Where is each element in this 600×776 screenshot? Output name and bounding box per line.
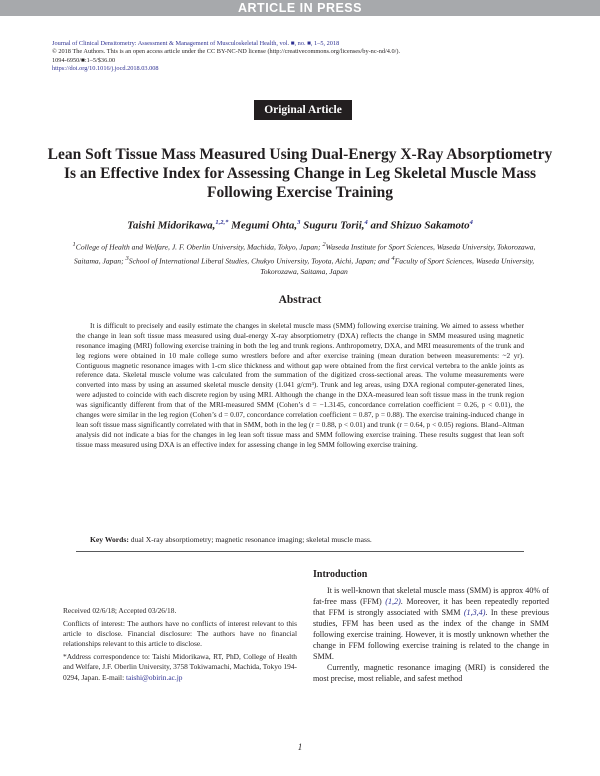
intro-paragraph: It is well-known that skeletal muscle mass (SMM) is approx 40% of fat-free mass (FFM) (1,2). Moreover, it has been repeatedly reported that FFM is strongly associated with SMM (1,3,4). In these previous studies, FFM has been used as the index of the change in SMM following exercise training. However, it is mostly unknown whether the change in FFM following exercise training is related to the change in SMM. — [313, 586, 549, 662]
article-title: Lean Soft Tissue Mass Measured Using Dual-Energy X-Ray Absorptiometry Is an Effective Index for Assessing Change in Leg Skeletal Muscle Mass Following Exercise Training — [47, 146, 553, 201]
author-affil-sup[interactable]: 3 — [297, 219, 301, 226]
reference-link[interactable]: (1,3,4) — [463, 608, 486, 618]
journal-info — [52, 40, 552, 74]
keywords — [90, 535, 530, 545]
introduction-text — [313, 585, 549, 684]
article-in-press-banner: ARTICLE IN PRESS — [0, 0, 600, 16]
intro-paragraph: Currently, magnetic resonance imaging (MRI) is considered the most precise, most reliable, and safest method — [313, 663, 549, 684]
author-list — [40, 216, 560, 233]
footnotes — [63, 606, 297, 686]
correspondence-address: *Address correspondence to: Taishi Midorikawa, RT, PhD, College of Health and Welfare, J.F. Oberlin University, 3758 Tokiwamachi, Machida, Tokyo 194-0294, Japan. E-mail: taishi@obirin.ac.jp — [63, 652, 297, 682]
reference-link[interactable]: (1,2) — [385, 597, 401, 607]
conflicts-statement: Conflicts of interest: The authors have no conflicts of interest relevant to this article to disclose. Financial disclosure: The authors have no financial relationships relevant to this article to disclose. — [63, 619, 297, 649]
author-name: Suguru Torii, — [300, 219, 365, 232]
introduction-heading: Introduction — [313, 569, 368, 580]
author-name: and Shizuo Sakamoto — [367, 219, 470, 232]
issn-line: 1094-6950/■:1–5/$36.00 — [52, 56, 116, 64]
keywords-text: dual X-ray absorptiometry; magnetic resonance imaging; skeletal muscle mass. — [128, 535, 372, 544]
article-type-badge: Original Article — [254, 100, 352, 120]
author-name: Megumi Ohta, — [228, 219, 298, 232]
license-line[interactable]: © 2018 The Authors. This is an open access article under the CC BY-NC-ND license (http://creativecommons.org/licenses/by-nc-nd/4.0/). — [52, 48, 401, 56]
abstract-text: It is difficult to precisely and easily estimate the changes in skeletal muscle mass (SMM) following exercise training. We aimed to assess whether the change in lean soft tissue mass measured using dual-energy X-ray absorptiometry (DXA) reflects the change in SMM measured using magnetic resonance imaging (MRI) following exercise training in both the leg and trunk regions. Anthropometry, DXA, and MRI measurements of the trunk and leg regions were obtained in 10 male college sumo wrestlers before and after exercise training (mean duration between measurements: ~2 yr). Contiguous magnetic resonance images with 1-cm slice thickness and without gap were obtained from the first cervical vertebra to the ankle joints as reference data. Skeletal muscle volume was calculated from the summation of the digitized cross-sectional areas. The volume measurements were converted into mass by using an assumed skeletal muscle density (1.041 g/cm³). Trunk and leg areas, using DXA regional computer-generated lines, were adjusted to coincide with each discrete region by using MRI. Although the change in the DXA-measured lean soft tissue mass in the trunk region was significantly different from that of the MRI-measured SMM (Cohen’s d = −1.3145, concordance correlation coefficient = 0.26, p < 0.01), the changes were similar in the leg region (Cohen’s d = 0.07, concordance correlation coefficient = 0.87, p = 0.88). The exercise training-induced change in lean soft tissue mass significantly correlated with that in SMM, both in the leg (r = 0.88, p < 0.01) and trunk (r = 0.64, p < 0.05) regions. Bland–Altman analysis did not indicate a bias for the changes in leg lean soft tissue mass and SMM following exercise training. These results suggest that lean soft tissue mass measured using DXA is an effective index for assessing change in leg SMM following exercise training. — [76, 321, 524, 449]
author-affil-sup[interactable]: 4 — [469, 219, 473, 226]
page-number: 1 — [297, 742, 303, 752]
keywords-label: Key Words: — [90, 535, 129, 544]
author-affil-sup[interactable]: 1,2,* — [215, 219, 229, 226]
section-divider — [76, 551, 524, 552]
email-link[interactable]: taishi@obirin.ac.jp — [126, 672, 183, 682]
doi-link[interactable]: https://doi.org/10.1016/j.jocd.2018.03.008 — [52, 65, 159, 73]
journal-citation[interactable]: Journal of Clinical Densitometry: Assessment & Management of Musculoskeletal Health, vol. ■, no. ■, 1–5, 2018 — [52, 40, 340, 47]
abstract-heading: Abstract — [278, 294, 322, 306]
author-affil-sup[interactable]: 4 — [364, 219, 368, 226]
affiliations: $^1$College of Health and Welfare, J. F. Oberlin University, Machida, Tokyo, Japan; $^2$Waseda Institute for Sport Sciences, Waseda University, Tokorozawa, Saitama, Japan; $^3$School of International Liberal Studies, Chukyo University, Toyota, Aichi, Japan; and $^4$Faculty of Sport Sciences, Waseda University, Tokorozawa, Saitama, Japan — [72, 241, 536, 277]
received-dates: Received 02/6/18; Accepted 03/26/18. — [63, 606, 177, 615]
author-name: Taishi Midorikawa, — [127, 219, 216, 232]
